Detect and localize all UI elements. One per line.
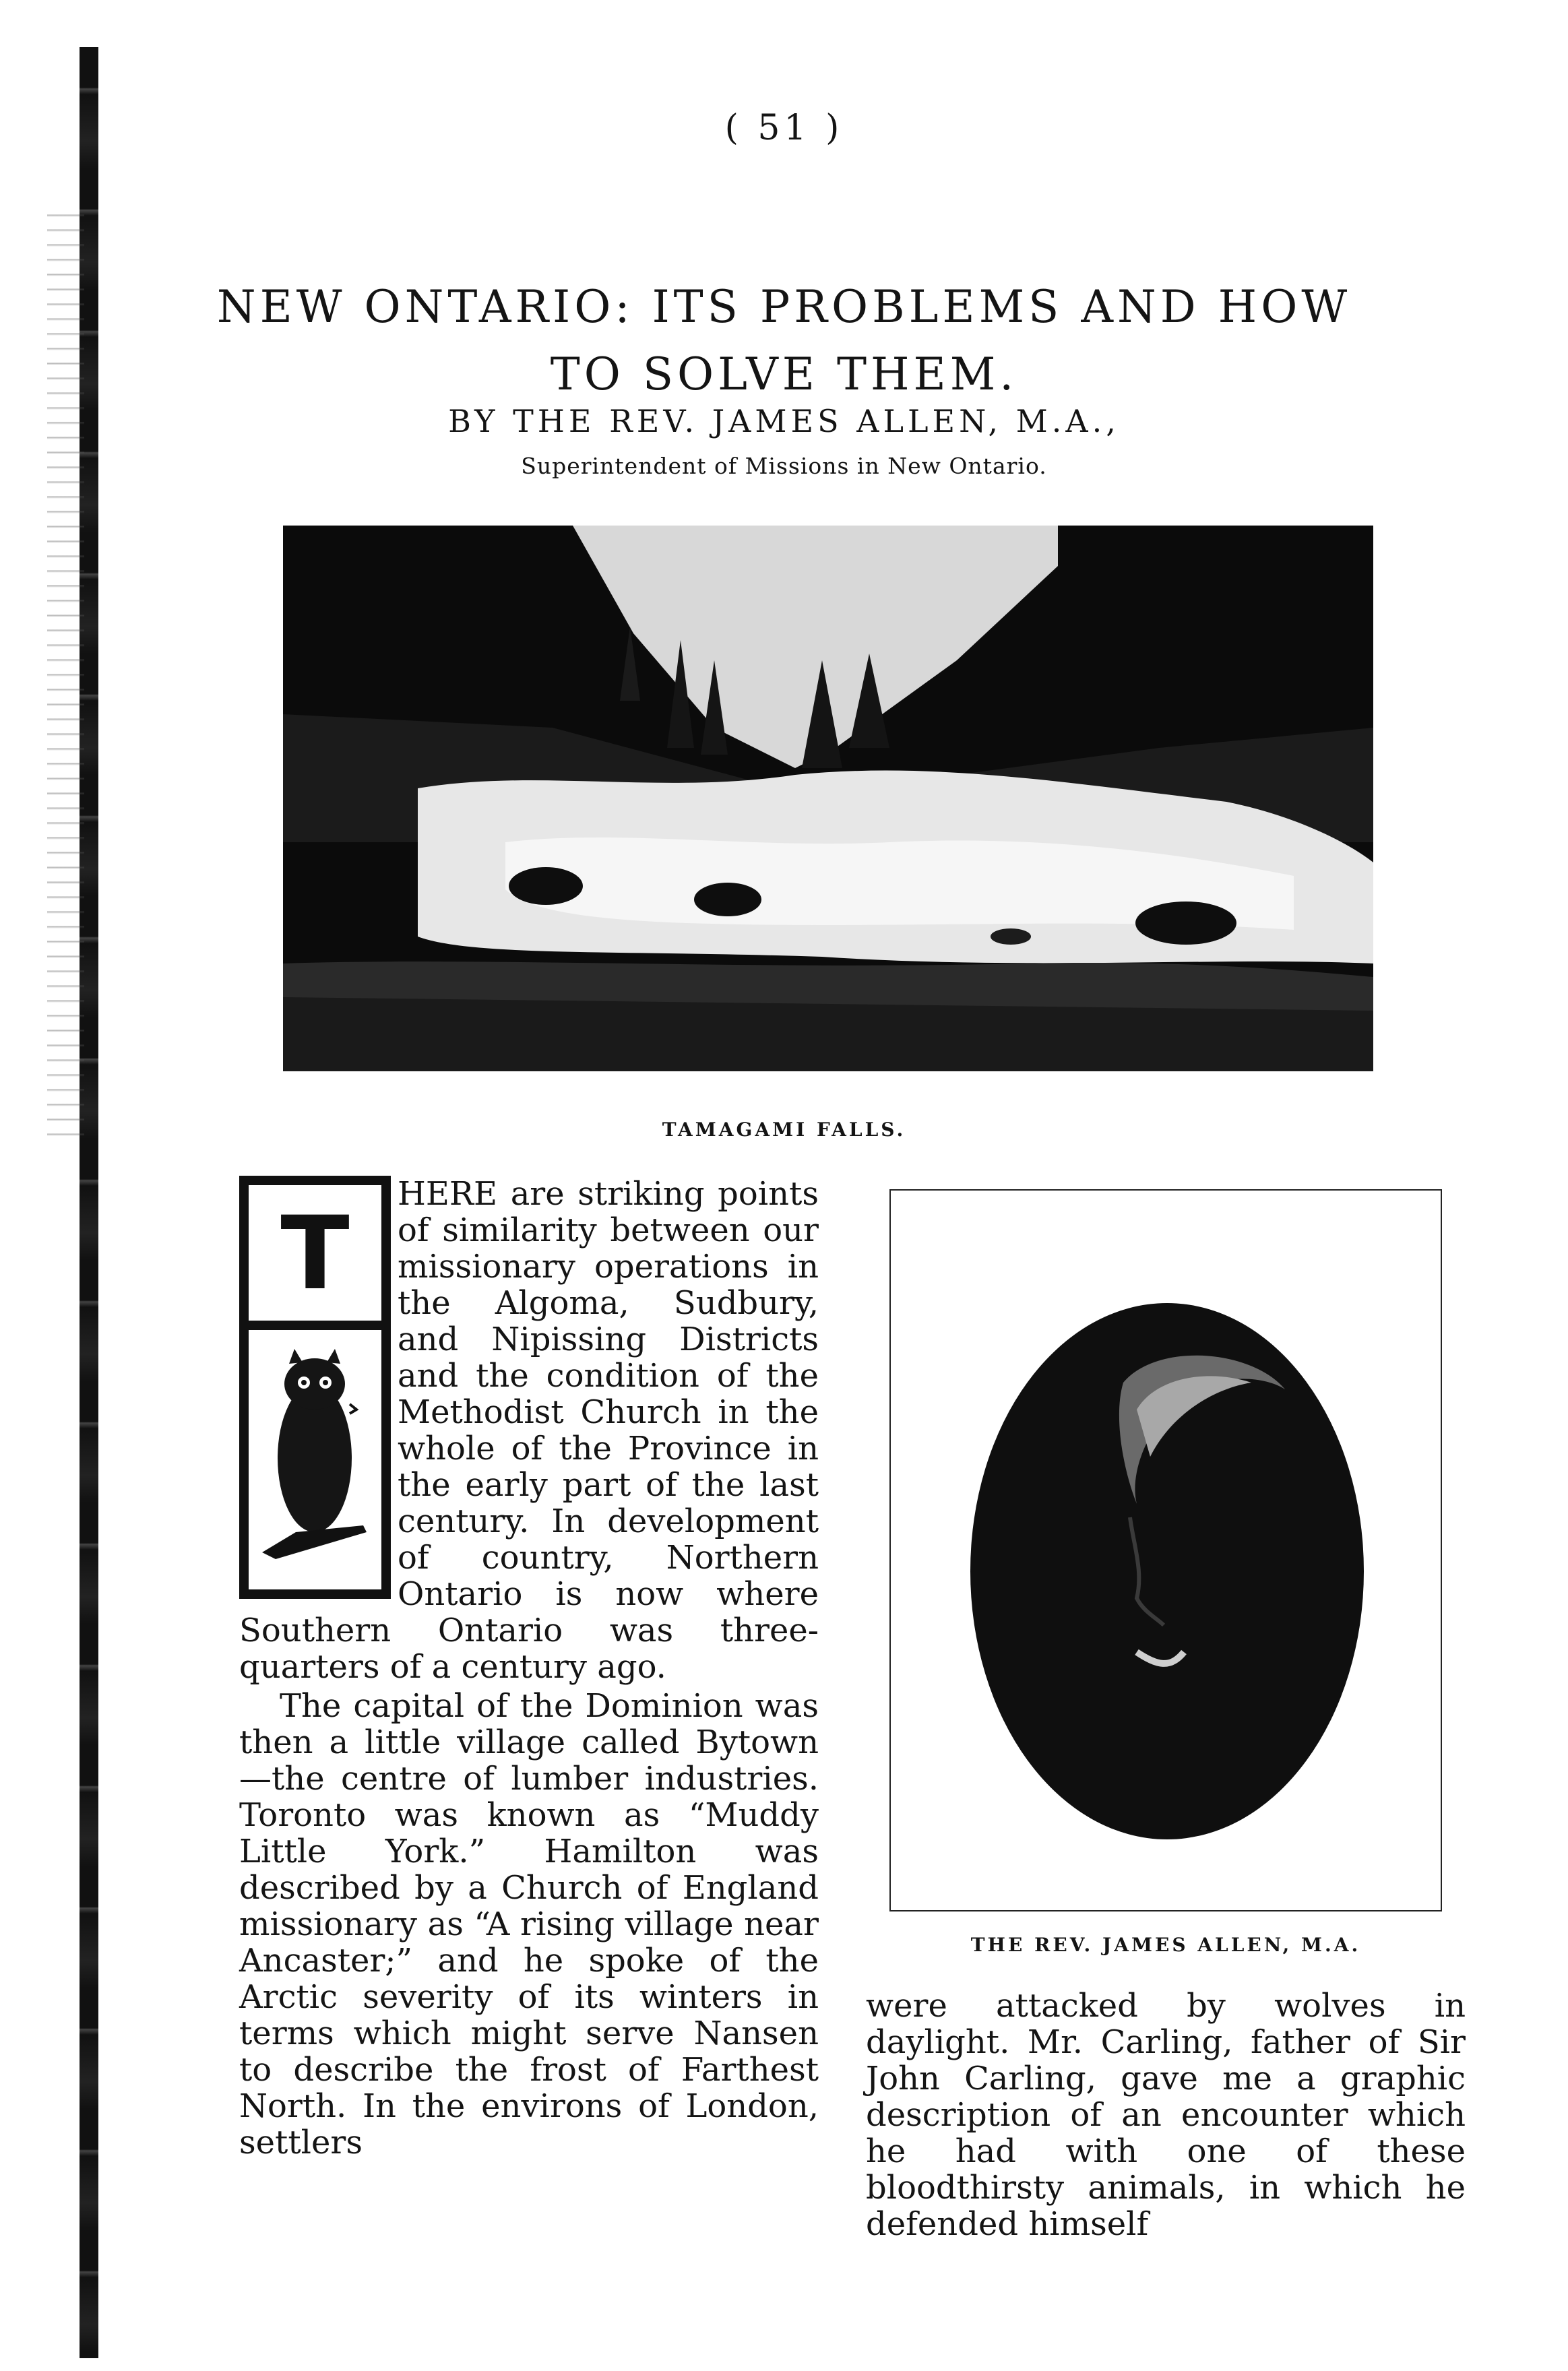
paragraph-2: The capital of the Dominion was then a little village called Bytown—the centre of lumber industries. Toronto was known as “Muddy Little York.” Hamilton was described by a Church of England missionary as “A rising village near Ancaster;” and he spoke of the Arctic severity of its winters in terms which might serve Nansen to describe the frost of Farthest North. In the environs of London, settlers (239, 1687, 819, 2161)
portrait-caption: THE REV. JAMES ALLEN, M.A. (970, 1934, 1361, 1956)
portrait-oval (968, 1302, 1366, 1841)
article-title (0, 274, 1568, 408)
title-line-2: TO SOLVE THEM. (550, 348, 1018, 401)
title-line-1: NEW ONTARIO: ITS PROBLEMS AND HOW (216, 281, 1352, 334)
dropcap-letter: T (249, 1185, 381, 1330)
falls-scene (283, 526, 1373, 1071)
dropcap-initial (239, 1176, 391, 1599)
portrait-photograph (968, 1302, 1366, 1841)
right-column (866, 1988, 1466, 2242)
falls-caption: TAMAGAMI FALLS. (662, 1118, 906, 1141)
paragraph-3: were attacked by wolves in daylight. Mr. Carling, father of Sir John Carling, gave me a graphic description of an encounter which he had with one of these bloodthirsty animals, in which he defended himself (866, 1987, 1466, 2243)
paragraph-1-rest: Northern Ontario is now where Southern Ontario was three-quarters of a century ago. (239, 1539, 819, 1686)
falls-photograph (283, 526, 1373, 1071)
author-subtitle: Superintendent of Missions in New Ontario. (521, 453, 1047, 479)
portrait-frame (889, 1189, 1442, 1911)
owl-illustration (249, 1330, 381, 1589)
page-number: ( 51 ) (724, 108, 844, 148)
paragraph-1-lead: HERE are striking points of similarity between our missionary operations in the Algoma, Sudbury, and Nipissing Districts and the condition of the Methodist Church in the whole of the Province in the early part of the last century. In development of country, (398, 1175, 819, 1577)
byline: BY THE REV. JAMES ALLEN, M.A., (448, 403, 1120, 439)
owl-icon (249, 1330, 381, 1589)
